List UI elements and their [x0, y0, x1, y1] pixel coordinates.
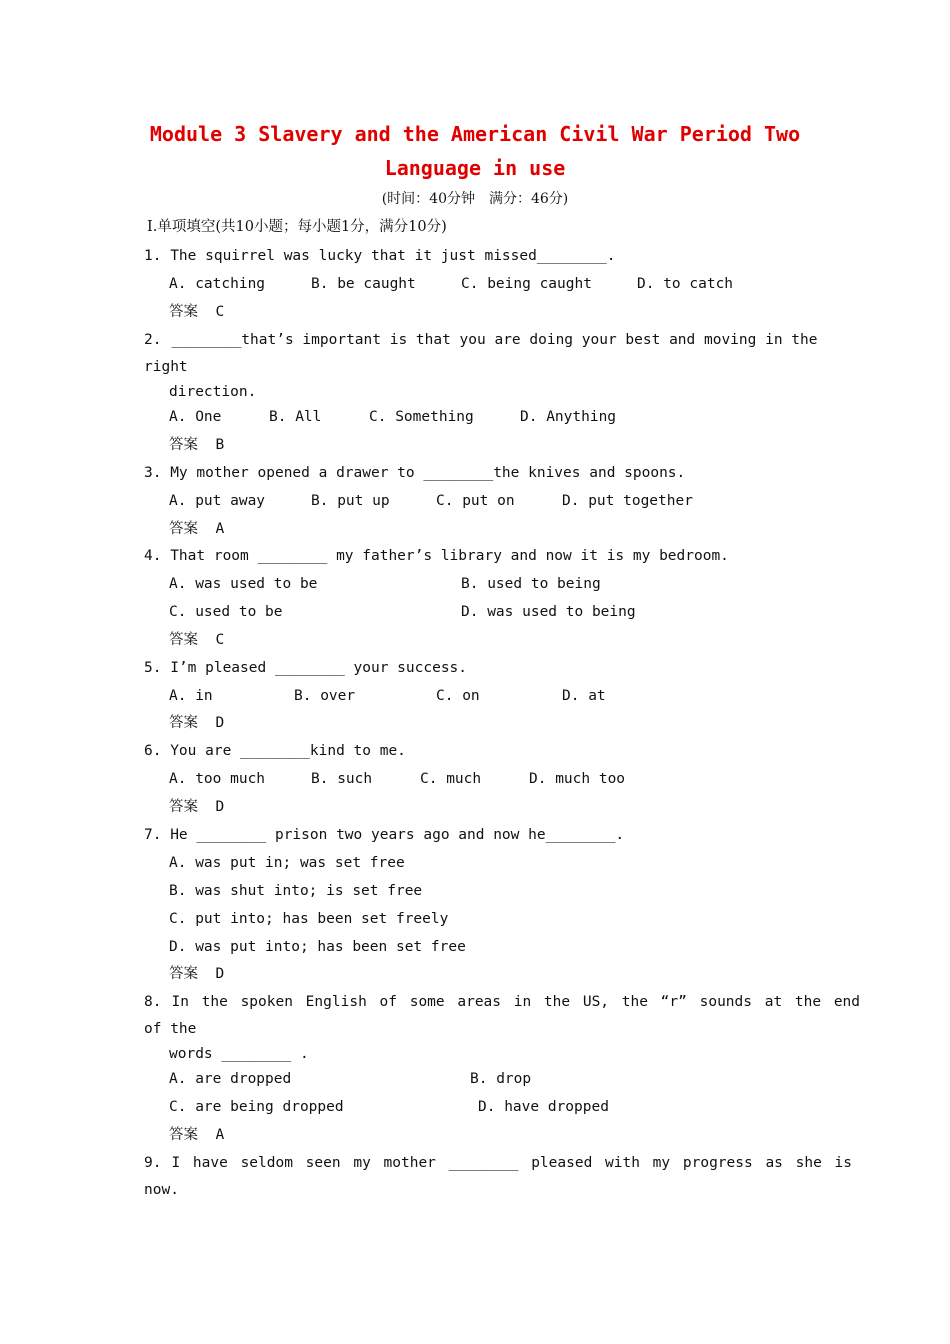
- option-a: A. was put in; was set free: [169, 855, 405, 871]
- option-b: B. such: [311, 771, 373, 787]
- answer-2: [169, 435, 224, 455]
- option-c: C. much: [420, 771, 482, 787]
- option-a: A. too much: [169, 771, 266, 787]
- title-line-1: Module 3 Slavery and the American Civil War Period Two: [149, 122, 801, 146]
- option-b: B. over: [294, 688, 356, 704]
- question-4: [144, 546, 729, 566]
- question-stem-continued: right: [144, 359, 188, 375]
- option-c: C. Something: [369, 409, 474, 425]
- answer-1: [169, 302, 224, 322]
- question-number: 4.: [144, 548, 162, 564]
- answer-label: 答案: [169, 799, 198, 815]
- question-stem-continued: words ________ .: [169, 1046, 309, 1062]
- question-stem: In the spoken English of some areas in the US, the “r” sounds at the end: [171, 994, 861, 1010]
- option-a: A. One: [169, 409, 222, 425]
- question-stem: I have seldom seen my mother ________ pleased with my progress as she is: [171, 1155, 853, 1171]
- question-number: 3.: [144, 465, 162, 481]
- answer-5: [169, 713, 224, 733]
- option-a: A. put away: [169, 493, 266, 509]
- answer-value: D: [215, 715, 225, 731]
- question-number: 1.: [144, 248, 162, 264]
- question-stem: ________that’s important is that you are doing your best and moving in the: [171, 332, 818, 348]
- question-3: [144, 463, 685, 483]
- option-b: B. All: [269, 409, 322, 425]
- answer-8: [169, 1125, 224, 1145]
- option-a: A. are dropped: [169, 1071, 292, 1087]
- answer-3: [169, 519, 224, 539]
- question-6: [144, 741, 406, 761]
- subtitle: (时间：40分钟 满分：46分): [381, 191, 569, 207]
- answer-value: C: [215, 632, 225, 648]
- section-heading: Ⅰ.单项填空(共10小题；每小题1分，满分10分): [147, 219, 447, 235]
- answer-label: 答案: [169, 632, 198, 648]
- question-stem: He ________ prison two years ago and now he________.: [170, 827, 625, 843]
- answer-value: B: [215, 437, 225, 453]
- question-number: 8.: [144, 994, 162, 1010]
- option-d: D. have dropped: [478, 1099, 609, 1115]
- question-7: [144, 825, 624, 845]
- answer-label: 答案: [169, 715, 198, 731]
- question-9: [144, 1153, 853, 1173]
- option-b: B. used to being: [461, 576, 601, 592]
- answer-4: [169, 630, 224, 650]
- question-stem-continued: of the: [144, 1021, 197, 1037]
- option-c: C. on: [436, 688, 480, 704]
- answer-value: D: [215, 799, 225, 815]
- answer-value: A: [215, 521, 225, 537]
- option-c: C. are being dropped: [169, 1099, 344, 1115]
- option-b: B. was shut into; is set free: [169, 883, 423, 899]
- answer-label: 答案: [169, 521, 198, 537]
- question-number: 6.: [144, 743, 162, 759]
- question-5: [144, 658, 467, 678]
- question-1: [144, 246, 615, 266]
- option-d: D. to catch: [637, 276, 734, 292]
- option-c: C. put on: [436, 493, 515, 509]
- option-b: B. put up: [311, 493, 390, 509]
- option-c: C. put into; has been set freely: [169, 911, 449, 927]
- question-stem: That room ________ my father’s library and now it is my bedroom.: [170, 548, 729, 564]
- option-d: D. was used to being: [461, 604, 636, 620]
- question-number: 2.: [144, 332, 162, 348]
- question-number: 5.: [144, 660, 162, 676]
- answer-6: [169, 797, 224, 817]
- option-b: B. be caught: [311, 276, 416, 292]
- answer-7: [169, 964, 224, 984]
- question-8: [144, 992, 861, 1012]
- question-number: 9.: [144, 1155, 162, 1171]
- option-d: D. much too: [529, 771, 626, 787]
- answer-label: 答案: [169, 1127, 198, 1143]
- option-a: A. was used to be: [169, 576, 318, 592]
- answer-label: 答案: [169, 966, 198, 982]
- question-stem: My mother opened a drawer to ________the knives and spoons.: [170, 465, 686, 481]
- option-d: D. Anything: [520, 409, 617, 425]
- title-line-2: Language in use: [384, 156, 566, 180]
- question-number: 7.: [144, 827, 162, 843]
- option-d: D. was put into; has been set free: [169, 939, 466, 955]
- answer-value: D: [215, 966, 225, 982]
- question-stem-continued: direction.: [169, 384, 257, 400]
- question-stem: You are ________kind to me.: [170, 743, 406, 759]
- answer-value: C: [215, 304, 225, 320]
- answer-label: 答案: [169, 437, 198, 453]
- question-2: [144, 330, 818, 350]
- question-stem: The squirrel was lucky that it just missed________.: [170, 248, 616, 264]
- option-c: C. being caught: [461, 276, 592, 292]
- option-b: B. drop: [470, 1071, 532, 1087]
- question-stem-continued: now.: [144, 1182, 179, 1198]
- option-d: D. put together: [562, 493, 693, 509]
- question-stem: I’m pleased ________ your success.: [170, 660, 468, 676]
- option-a: A. catching: [169, 276, 266, 292]
- option-a: A. in: [169, 688, 213, 704]
- option-c: C. used to be: [169, 604, 283, 620]
- answer-label: 答案: [169, 304, 198, 320]
- option-d: D. at: [562, 688, 606, 704]
- answer-value: A: [215, 1127, 225, 1143]
